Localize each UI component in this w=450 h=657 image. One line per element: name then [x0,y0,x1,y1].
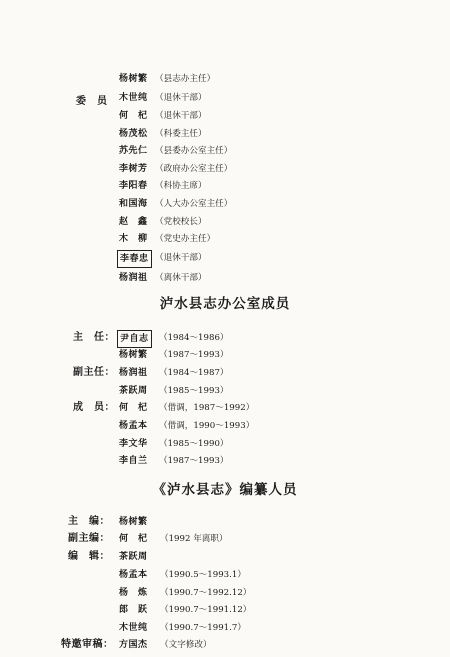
member-note: （党校校长） [155,217,207,227]
office-note: （1984～1987） [159,368,229,378]
editor-name: 杨树繁 [119,517,148,527]
editor-name: 方国杰 [119,640,148,650]
office-name: 何 杞 [119,403,148,413]
office-name: 李文华 [119,439,148,449]
office-role: 主 任： [73,332,115,343]
editor-role: 特邀审稿： [61,639,114,650]
office-name: 尹自志 [117,330,152,348]
office-name: 杨润祖 [119,368,148,378]
editor-name: 杨 炼 [119,588,148,598]
office-note: （1984～1986） [159,333,229,343]
member-name: 木 柳 [119,234,148,244]
member-name: 赵 鑫 [119,217,148,227]
editor-note: （1990.7～1992.12） [160,588,252,598]
editor-note: （文字修改） [160,640,212,650]
member-note: （退休干部） [155,111,207,121]
member-name: 杨润祖 [119,273,148,283]
editor-name: 何 杞 [119,534,148,544]
member-note: （政府办公室主任） [155,164,233,174]
editor-role: 副主编： [68,533,110,544]
member-name: 李春忠 [117,250,152,268]
office-name: 杨孟本 [119,421,148,431]
editor-note: （1990.7～1991.12） [160,605,252,615]
office-note: （1987～1993） [159,456,229,466]
member-note: （人大办公室主任） [155,199,233,209]
editor-note: （1990.7～1991.7） [160,623,246,633]
editor-note: （1992 年离职） [160,534,228,544]
editor-name: 郎 跃 [119,605,148,615]
member-note: （离休干部） [155,273,207,283]
member-note: （科协主席） [155,181,207,191]
office-name: 李自兰 [119,456,148,466]
office-section-title: 泸水县志办公室成员 [159,296,291,312]
member-note: （党史办主任） [155,234,216,244]
member-note: （县委办公室主任） [155,146,233,156]
member-name: 李阳春 [119,181,148,191]
office-note: （借调，1987～1992） [159,403,255,413]
member-note: （县志办主任） [155,74,216,84]
office-role: 成 员： [73,402,115,413]
office-note: （借调，1990～1993） [159,421,255,431]
member-name: 李树芳 [119,164,148,174]
member-name: 杨树繁 [119,74,148,84]
office-note: （1987～1993） [159,350,229,360]
office-note: （1985～1993） [159,386,229,396]
member-name: 何 杞 [119,111,148,121]
office-name: 杨树繁 [119,350,148,360]
member-name: 苏先仁 [119,146,148,156]
office-name: 茶跃周 [119,386,148,396]
member-name: 和国海 [119,199,148,209]
member-note: （科委主任） [155,129,207,139]
member-note: （退休干部） [155,253,207,263]
office-role: 副主任： [73,367,115,378]
member-name: 木世纯 [119,93,148,103]
editor-note: （1990.5～1993.1） [160,570,246,580]
member-note: （退休干部） [155,93,207,103]
editor-name: 杨孟本 [119,570,148,580]
editor-role: 编 辑： [68,551,110,562]
editor-name: 茶跃周 [119,552,148,562]
committee-role-label: 委 员 [76,96,108,107]
member-name: 杨茂松 [119,129,148,139]
editor-role: 主 编： [68,516,110,527]
office-note: （1985～1990） [159,439,229,449]
editor-name: 木世纯 [119,623,148,633]
editors-section-title: 《泸水县志》编纂人员 [152,482,298,498]
